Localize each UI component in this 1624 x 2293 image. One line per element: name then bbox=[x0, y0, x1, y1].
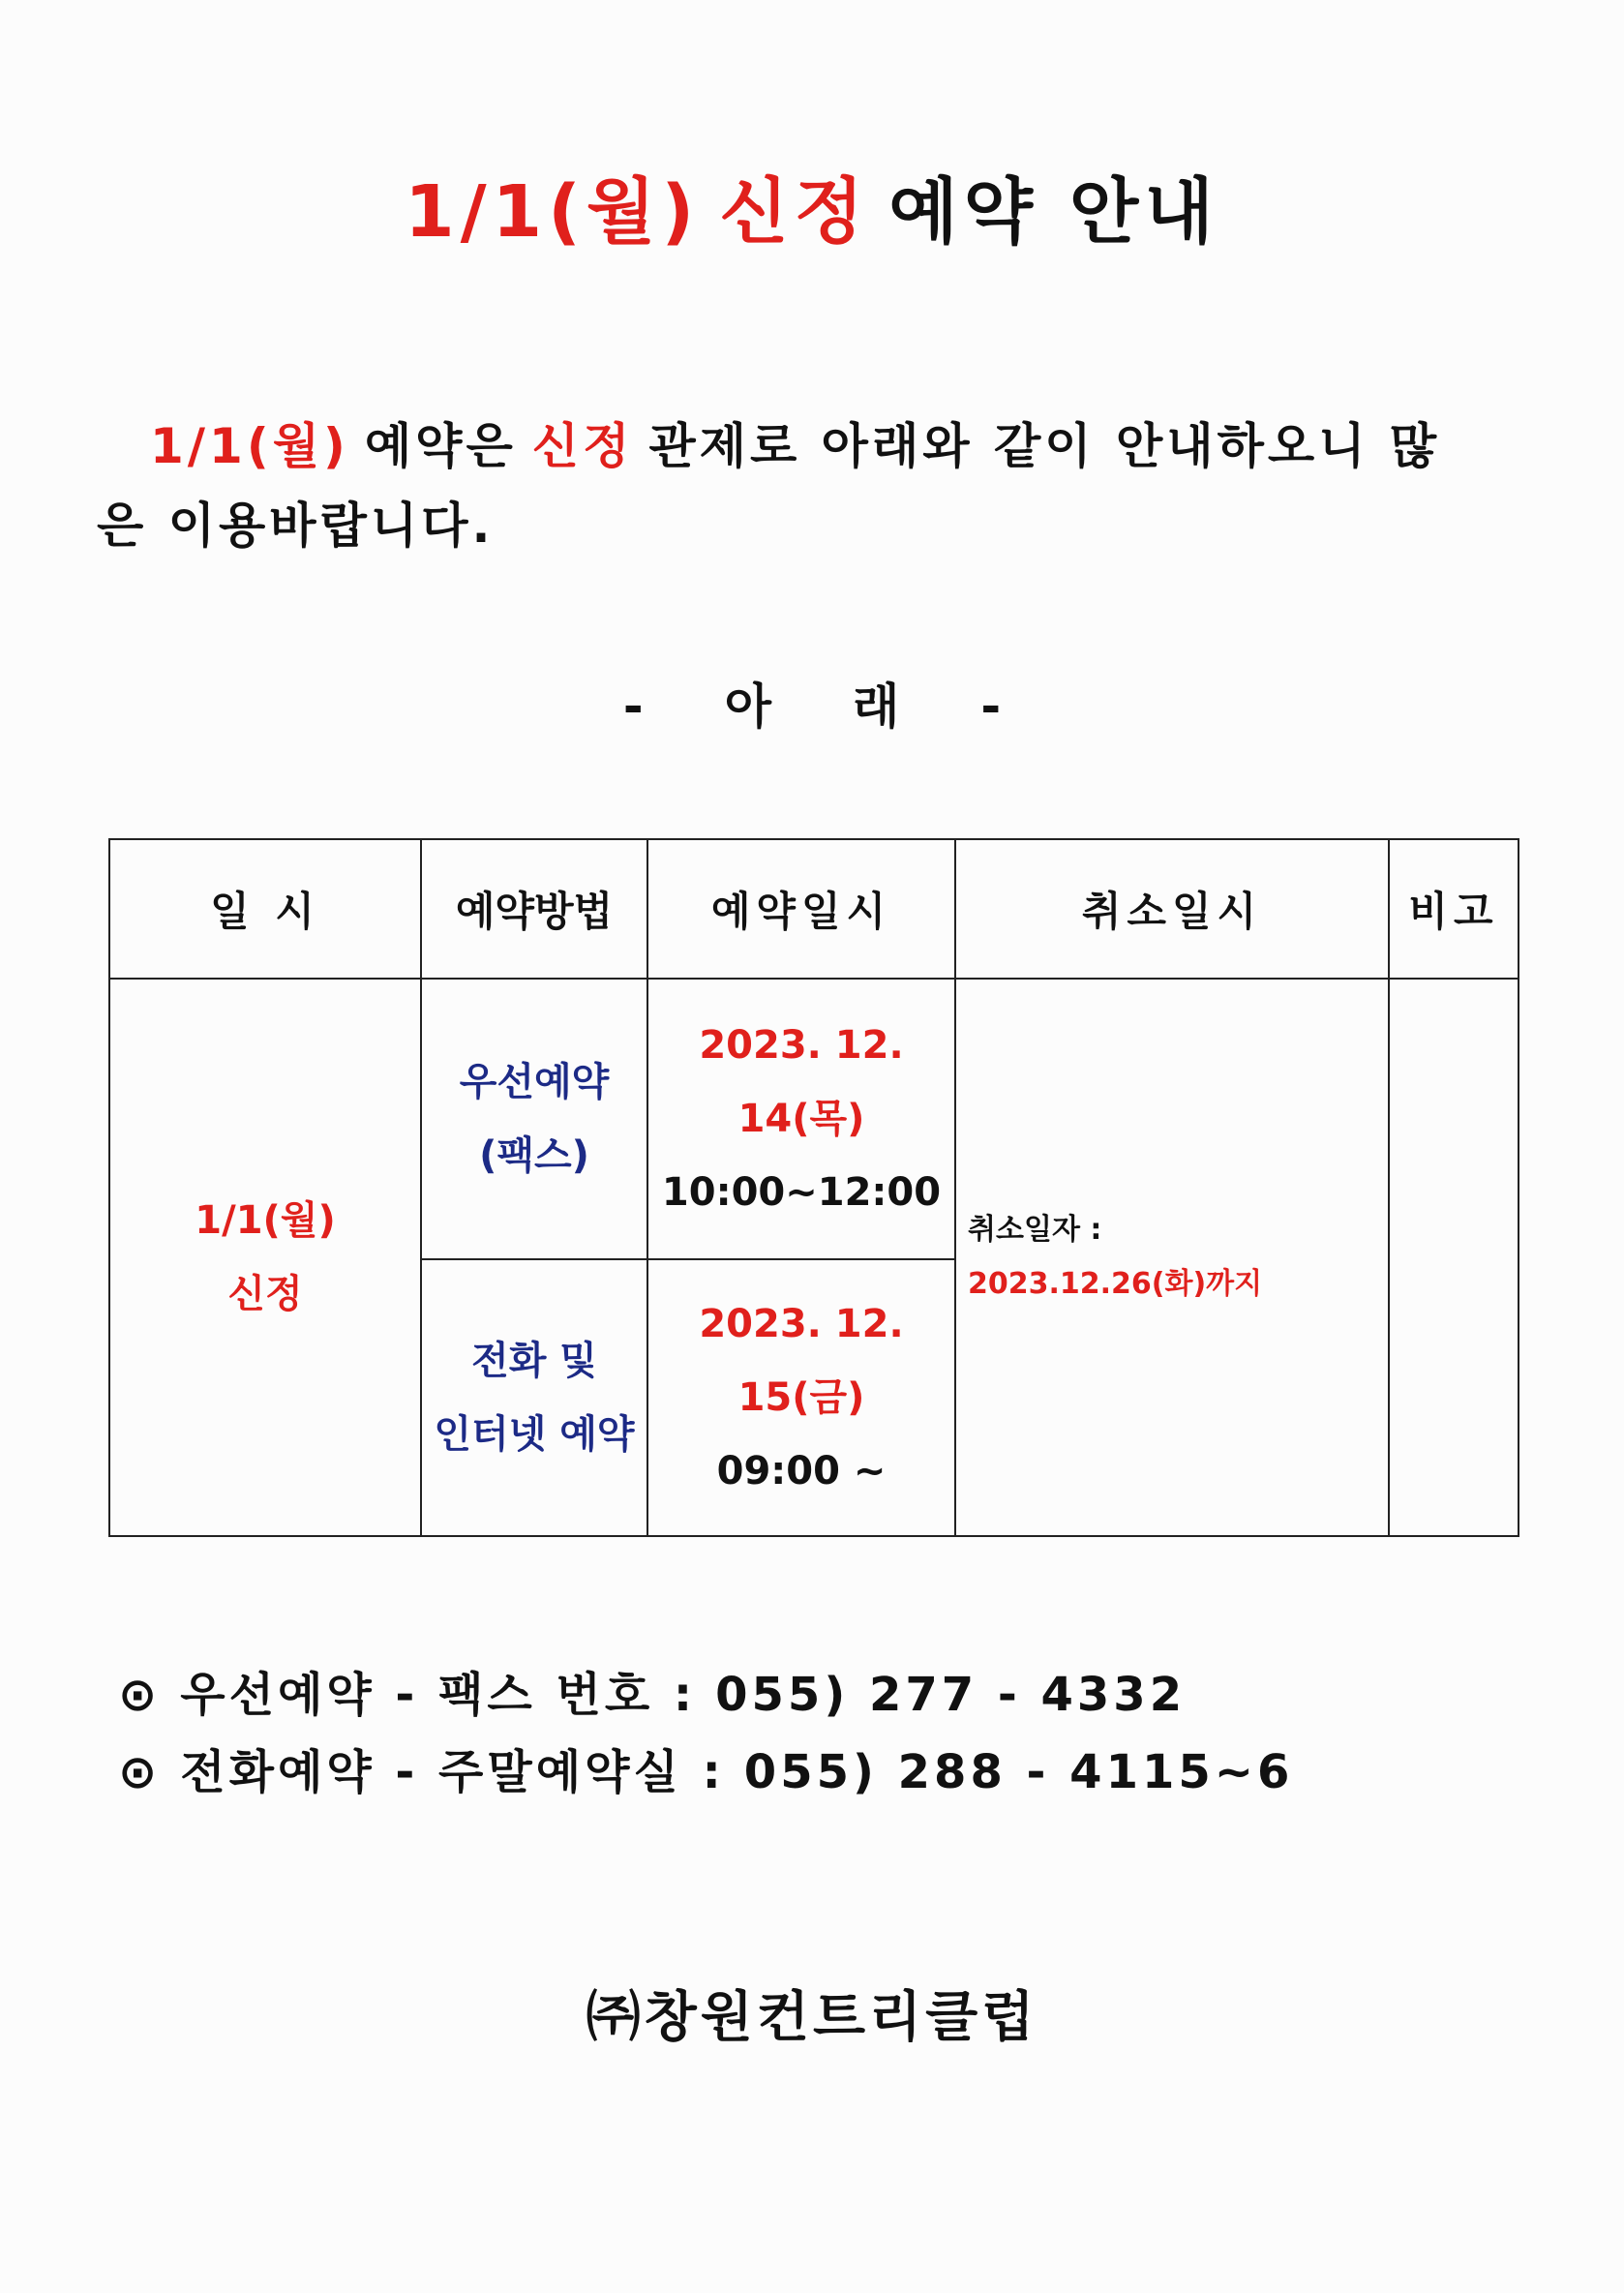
res1-time: 10:00~12:00 bbox=[661, 1170, 942, 1215]
title-course: 신정 bbox=[719, 170, 870, 254]
intro-part2: 관제로 아래와 같이 안내하오니 많 bbox=[648, 418, 1441, 474]
below-heading bbox=[0, 668, 1624, 738]
cell-method-fax bbox=[421, 979, 647, 1259]
bullet-icon: ⊙ bbox=[118, 1668, 162, 1722]
header-cancel-time: 취소일시 bbox=[955, 839, 1389, 979]
cell-method-phone bbox=[421, 1259, 647, 1536]
cell-reservation-1 bbox=[647, 979, 955, 1259]
intro-date: 1/1(월) bbox=[150, 418, 349, 474]
cancel-label: 취소일자 : bbox=[968, 1213, 1102, 1247]
intro-line-2: 은 이용바랍니다. bbox=[97, 498, 495, 554]
intro-part1: 예약은 bbox=[364, 418, 517, 474]
cell-note bbox=[1389, 979, 1519, 1536]
table-row bbox=[109, 979, 1519, 1259]
page-title bbox=[0, 155, 1624, 257]
below-char-a: 아 bbox=[724, 679, 771, 735]
res2-date: 2023. 12. 15(금) bbox=[699, 1302, 904, 1420]
bullet-icon: ⊙ bbox=[118, 1745, 162, 1799]
date-line-1: 1/1(월) bbox=[195, 1198, 336, 1243]
cancel-date: 2023.12.26(화)까지 bbox=[968, 1267, 1263, 1301]
contact-fax-number: 055) 277 - 4332 bbox=[715, 1668, 1187, 1722]
reservation-table bbox=[108, 838, 1519, 1537]
title-date: 1/1(월) bbox=[405, 170, 701, 254]
cell-cancel bbox=[955, 979, 1389, 1536]
intro-paragraph bbox=[97, 407, 1549, 565]
contact-phone-number: 055) 288 - 4115~6 bbox=[743, 1745, 1294, 1799]
intro-course: 신정 bbox=[531, 418, 634, 474]
company-name: ㈜창원컨트리클럽 bbox=[586, 1986, 1038, 2049]
header-method: 예약방법 bbox=[421, 839, 647, 979]
contact-phone bbox=[118, 1735, 1312, 1801]
res1-date: 2023. 12. 14(목) bbox=[699, 1023, 904, 1141]
method2-line-2: 인터넷 예약 bbox=[434, 1412, 635, 1457]
header-reservation-time: 예약일시 bbox=[647, 839, 955, 979]
contact-fax-label: 우선예약 - 팩스 번호 : bbox=[180, 1668, 697, 1722]
cell-reservation-2 bbox=[647, 1259, 955, 1536]
contact-fax bbox=[118, 1657, 1205, 1724]
header-note: 비고 bbox=[1389, 839, 1519, 979]
below-char-rae: 래 bbox=[853, 679, 900, 735]
date-line-2: 신정 bbox=[227, 1272, 303, 1316]
cell-date bbox=[109, 979, 421, 1536]
intro-line-1 bbox=[97, 407, 1549, 486]
title-rest: 예약 안내 bbox=[888, 170, 1219, 254]
method2-line-1: 전화 및 bbox=[471, 1339, 597, 1383]
method1-line-1: 우선예약 bbox=[459, 1060, 610, 1104]
contact-phone-label: 전화예약 - 주말예약실 : bbox=[180, 1745, 725, 1799]
below-dash-left: - bbox=[622, 679, 644, 735]
header-date: 일 시 bbox=[109, 839, 421, 979]
method1-line-2: (팩스) bbox=[479, 1133, 589, 1178]
below-dash-right: - bbox=[980, 679, 1002, 735]
res2-time: 09:00 ~ bbox=[716, 1449, 887, 1493]
table-header-row bbox=[109, 839, 1519, 979]
